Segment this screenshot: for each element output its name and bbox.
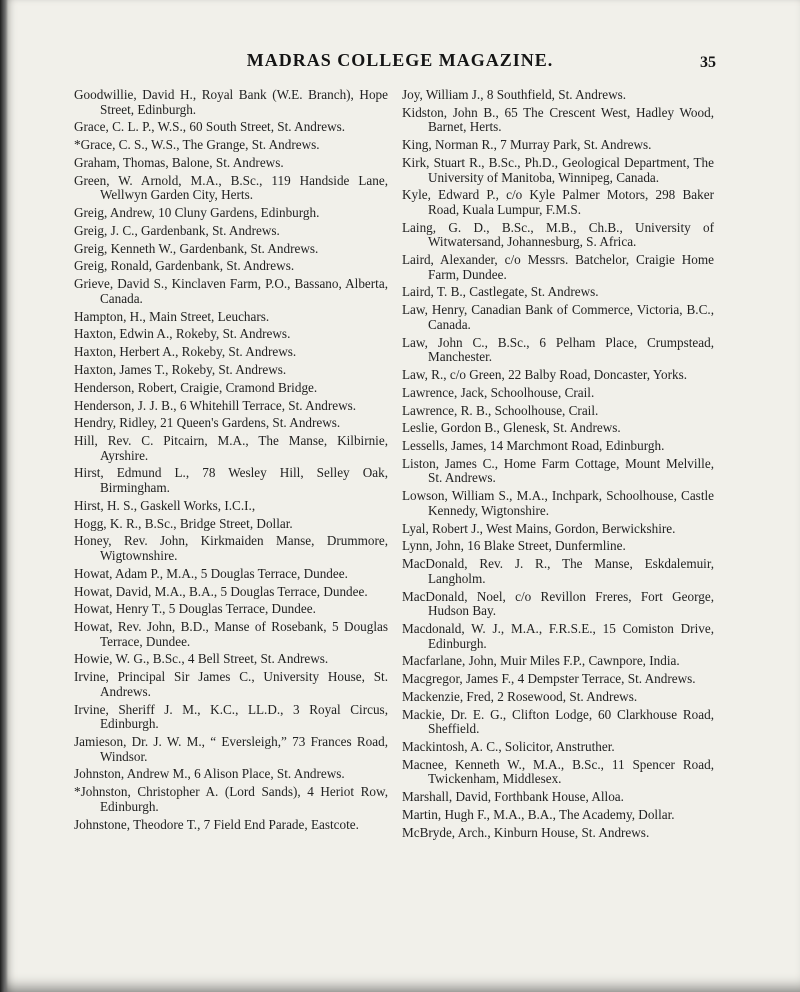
list-item: Hirst, Edmund L., 78 Wesley Hill, Selley Oak, Birmingham. <box>74 465 388 496</box>
list-item: Liston, James C., Home Farm Cottage, Mount Melville, St. Andrews. <box>402 455 714 486</box>
list-item: King, Norman R., 7 Murray Park, St. Andrews. <box>402 137 652 153</box>
list-item: Joy, William J., 8 Southfield, St. Andrews. <box>402 87 627 102</box>
list-item: Howat, Rev. John, B.D., Manse of Rosebank, 5 Douglas Terrace, Dundee. <box>74 619 388 649</box>
list-item: Kyle, Edward P., c/o Kyle Palmer Motors, 298 Baker Road, Kuala Lumpur, F.M.S. <box>402 187 714 217</box>
list-item: Laird, T. B., Castlegate, St. Andrews. <box>402 284 599 300</box>
list-item: Irvine, Principal Sir James C., University House, St. Andrews. <box>74 669 388 699</box>
page-number: 35 <box>700 54 716 71</box>
list-item: Johnstone, Theodore T., 7 Field End Parade, Eastcote. <box>74 816 359 832</box>
list-item: Grace, C. L. P., W.S., 60 South Street, St. Andrews. <box>74 119 346 135</box>
list-item: Greig, Ronald, Gardenbank, St. Andrews. <box>74 258 295 274</box>
list-item: Greig, Andrew, 10 Cluny Gardens, Edinburgh. <box>74 205 320 221</box>
list-item: Mackintosh, A. C., Solicitor, Anstruther. <box>402 739 615 755</box>
list-item: Macdonald, W. J., M.A., F.R.S.E., 15 Comiston Drive, Edinburgh. <box>402 620 714 651</box>
list-item: Macnee, Kenneth W., M.A., B.Sc., 11 Spencer Road, Twickenham, Middlesex. <box>402 756 714 787</box>
list-item: Hampton, H., Main Street, Leuchars. <box>74 308 270 324</box>
list-item: Marshall, David, Forthbank House, Alloa. <box>402 789 624 805</box>
list-item: Hogg, K. R., B.Sc., Bridge Street, Dollar. <box>74 515 293 531</box>
list-item: Greig, J. C., Gardenbank, St. Andrews. <box>74 222 280 238</box>
list-item: Macgregor, James F., 4 Dempster Terrace, St. Andrews. <box>402 671 696 687</box>
list-item: Martin, Hugh F., M.A., B.A., The Academy, Dollar. <box>402 806 675 822</box>
list-item: Lessells, James, 14 Marchmont Road, Edinburgh. <box>402 438 665 454</box>
list-item: Hendry, Ridley, 21 Queen's Gardens, St. Andrews. <box>74 415 341 431</box>
list-item: Goodwillie, David H., Royal Bank (W.E. Branch), Hope Street, Edinburgh. <box>74 87 388 117</box>
list-item: Johnston, Andrew M., 6 Alison Place, St. Andrews. <box>74 766 345 782</box>
list-item: Henderson, Robert, Craigie, Cramond Bridge. <box>74 379 318 395</box>
list-item: *Johnston, Christopher A. (Lord Sands), 4 Heriot Row, Edinburgh. <box>74 784 388 814</box>
list-item: Henderson, J. J. B., 6 Whitehill Terrace, St. Andrews. <box>74 397 357 413</box>
list-item: Lynn, John, 16 Blake Street, Dunfermline. <box>402 538 626 554</box>
list-item: Mackenzie, Fred, 2 Rosewood, St. Andrews. <box>402 688 638 704</box>
list-item: Hirst, H. S., Gaskell Works, I.C.I., <box>74 497 256 513</box>
list-item: Lowson, William S., M.A., Inchpark, Schoolhouse, Castle Kennedy, Wigtonshire. <box>402 488 714 518</box>
right-column <box>402 88 714 844</box>
list-item: Leslie, Gordon B., Glenesk, St. Andrews. <box>402 420 621 436</box>
list-item: MacDonald, Rev. J. R., The Manse, Eskdalemuir, Langholm. <box>402 556 714 586</box>
list-item: Laing, G. D., B.Sc., M.B., Ch.B., University of Witwatersand, Johannesburg, S. Africa. <box>402 219 714 250</box>
list-item: Law, John C., B.Sc., 6 Pelham Place, Crumpstead, Manchester. <box>402 334 714 365</box>
list-item: Howat, Adam P., M.A., 5 Douglas Terrace, Dundee. <box>74 565 348 581</box>
list-item: Honey, Rev. John, Kirkmaiden Manse, Drummore, Wigtownshire. <box>74 533 388 563</box>
list-item: Hill, Rev. C. Pitcairn, M.A., The Manse, Kilbirnie, Ayrshire. <box>74 433 388 463</box>
left-column <box>74 88 388 835</box>
list-item: Grieve, David S., Kinclaven Farm, P.O., Bassano, Alberta, Canada. <box>74 276 388 306</box>
page-edge-shadow <box>0 0 8 992</box>
list-item: Lyal, Robert J., West Mains, Gordon, Berwickshire. <box>402 520 676 536</box>
list-item: Kidston, John B., 65 The Crescent West, Hadley Wood, Barnet, Herts. <box>402 104 714 135</box>
list-item: MacDonald, Noel, c/o Revillon Freres, Fort George, Hudson Bay. <box>402 588 714 619</box>
list-item: Law, Henry, Canadian Bank of Commerce, Victoria, B.C., Canada. <box>402 302 714 332</box>
list-item: McBryde, Arch., Kinburn House, St. Andrews. <box>402 824 650 840</box>
list-item: Graham, Thomas, Balone, St. Andrews. <box>74 154 284 170</box>
list-item: Howat, David, M.A., B.A., 5 Douglas Terrace, Dundee. <box>74 583 368 599</box>
list-item: Jamieson, Dr. J. W. M., “ Eversleigh,” 73 Frances Road, Windsor. <box>74 734 388 764</box>
list-item: *Grace, C. S., W.S., The Grange, St. Andrews. <box>74 137 320 153</box>
list-item: Laird, Alexander, c/o Messrs. Batchelor, Craigie Home Farm, Dundee. <box>402 252 714 282</box>
page-title: MADRAS COLLEGE MAGAZINE. <box>246 50 554 70</box>
list-item: Haxton, Edwin A., Rokeby, St. Andrews. <box>74 326 291 342</box>
list-item: Howie, W. G., B.Sc., 4 Bell Street, St. Andrews. <box>74 651 329 667</box>
list-item: Mackie, Dr. E. G., Clifton Lodge, 60 Clarkhouse Road, Sheffield. <box>402 706 714 737</box>
list-item: Law, R., c/o Green, 22 Balby Road, Doncaster, Yorks. <box>402 366 688 382</box>
list-item: Macfarlane, John, Muir Miles F.P., Cawnpore, India. <box>402 653 680 669</box>
list-item: Kirk, Stuart R., B.Sc., Ph.D., Geological Department, The University of Manitoba, Winnipeg, Canada. <box>402 154 714 185</box>
list-item: Haxton, James T., Rokeby, St. Andrews. <box>74 361 287 377</box>
list-item: Howat, Henry T., 5 Douglas Terrace, Dundee. <box>74 601 316 617</box>
list-item: Greig, Kenneth W., Gardenbank, St. Andrews. <box>74 240 319 256</box>
list-item: Lawrence, Jack, Schoolhouse, Crail. <box>402 384 595 400</box>
list-item: Green, W. Arnold, M.A., B.Sc., 119 Handside Lane, Wellwyn Garden City, Herts. <box>74 172 388 203</box>
list-item: Haxton, Herbert A., Rokeby, St. Andrews. <box>74 344 297 360</box>
list-item: Irvine, Sheriff J. M., K.C., LL.D., 3 Royal Circus, Edinburgh. <box>74 701 388 732</box>
list-item: Lawrence, R. B., Schoolhouse, Crail. <box>402 402 599 418</box>
